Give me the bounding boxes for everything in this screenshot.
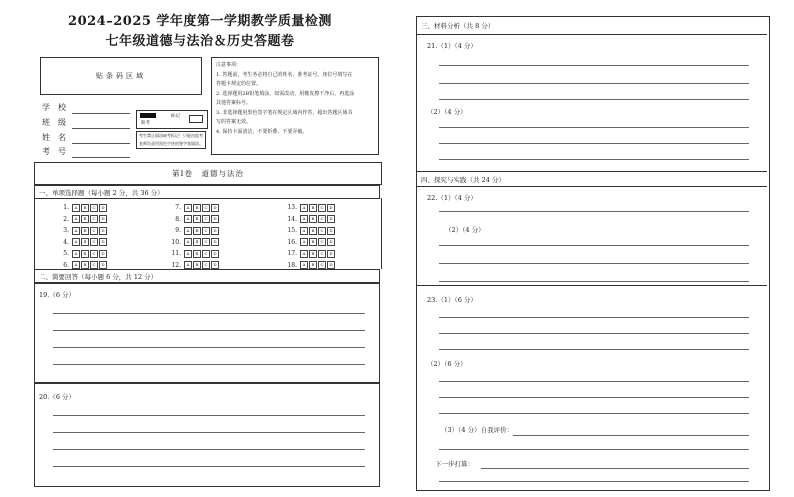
notes-title: 注意事项：: [216, 62, 242, 68]
q22-2-label: （2）（4 分）: [445, 226, 485, 234]
notes-item: 其他答案标号。: [216, 100, 252, 106]
class-field[interactable]: [72, 127, 130, 129]
absent-box: [136, 110, 208, 129]
material-section-title: 三、材料分析（共 8 分）: [417, 17, 767, 35]
option-d[interactable]: D: [99, 215, 107, 223]
option-a[interactable]: A: [72, 204, 80, 212]
mc-number: 12.: [171, 261, 181, 269]
option-b[interactable]: B: [193, 238, 201, 246]
option-a[interactable]: A: [300, 215, 308, 223]
option-b[interactable]: B: [309, 238, 317, 246]
answer-line: [439, 381, 749, 382]
mc-question: [283, 237, 336, 249]
option-b[interactable]: B: [81, 204, 89, 212]
q23-2-label: （2）（6 分）: [427, 360, 467, 368]
option-d[interactable]: D: [99, 250, 107, 258]
answer-line: [439, 65, 749, 66]
option-d[interactable]: D: [327, 250, 335, 258]
mc-number: 7.: [175, 204, 181, 212]
q20-label: 20.（6 分）: [39, 393, 76, 401]
option-d[interactable]: D: [211, 204, 219, 212]
q21-1-label: 21.（1）（4 分）: [427, 42, 477, 50]
option-a[interactable]: A: [72, 227, 80, 235]
option-b[interactable]: B: [81, 261, 89, 269]
answer-line: [53, 466, 365, 467]
answer-line: [439, 159, 749, 160]
option-c[interactable]: C: [202, 204, 210, 212]
mc-question: [55, 248, 108, 260]
option-c[interactable]: C: [90, 227, 98, 235]
answer-line: [513, 435, 749, 436]
mc-question: [167, 248, 220, 260]
option-c[interactable]: C: [202, 261, 210, 269]
option-a[interactable]: A: [300, 204, 308, 212]
answer-line: [53, 364, 365, 365]
answer-line: [53, 330, 365, 331]
mc-area: [34, 198, 382, 269]
absent-note: 考生禁止填涂缺考标记！只能由监考老师负责用黑色字迹的签字笔填涂。: [136, 131, 206, 149]
option-d[interactable]: D: [211, 215, 219, 223]
option-b[interactable]: B: [193, 261, 201, 269]
mc-number: 6.: [63, 261, 69, 269]
class-label: 班 级: [42, 118, 66, 127]
mc-question: [283, 248, 336, 260]
mc-question: [283, 214, 336, 226]
mc-number: 5.: [63, 250, 69, 258]
notes-box: [211, 57, 379, 155]
mc-column-2: [167, 202, 220, 271]
option-c[interactable]: C: [318, 204, 326, 212]
option-a[interactable]: A: [184, 250, 192, 258]
option-c[interactable]: C: [90, 215, 98, 223]
mc-number: 16.: [287, 238, 297, 246]
divider: [417, 285, 767, 286]
option-a[interactable]: A: [184, 204, 192, 212]
option-a[interactable]: A: [72, 261, 80, 269]
option-d[interactable]: D: [211, 227, 219, 235]
option-d[interactable]: D: [327, 215, 335, 223]
short-answer-section-title: 二、简要回答（每小题 6 分，共 12 分）: [34, 269, 380, 283]
mc-question: [55, 237, 108, 249]
part1-title: 第Ⅰ卷 道德与法治: [34, 162, 382, 185]
mc-number: 13.: [287, 204, 297, 212]
option-d[interactable]: D: [99, 227, 107, 235]
answer-line: [439, 349, 749, 350]
q20-answer-area[interactable]: [34, 383, 380, 487]
option-a[interactable]: A: [184, 261, 192, 269]
answer-line: [439, 127, 749, 128]
absent-checkbox[interactable]: [189, 115, 203, 123]
mc-column-1: [55, 202, 108, 271]
option-a[interactable]: A: [72, 238, 80, 246]
option-b[interactable]: B: [193, 250, 201, 258]
mc-question: [167, 237, 220, 249]
option-c[interactable]: C: [90, 261, 98, 269]
notes-item: 写的答案无效。: [216, 119, 252, 125]
option-a[interactable]: A: [72, 250, 80, 258]
answer-line: [439, 83, 749, 84]
mc-question: [283, 225, 336, 237]
exam-no-label: 考 号: [42, 147, 66, 156]
name-field[interactable]: [72, 142, 130, 144]
mc-number: 18.: [287, 261, 297, 269]
q22-1-label: 22.（1）（4 分）: [427, 194, 477, 202]
answer-line: [439, 449, 749, 450]
mc-question: [167, 225, 220, 237]
answer-line: [439, 99, 749, 100]
option-d[interactable]: D: [99, 238, 107, 246]
notes-item: 2. 选择题用2B铅笔填涂，如需改动，用橡皮擦干净后，再选涂: [216, 90, 355, 97]
absent-label-a: 缺考: [141, 121, 150, 126]
mc-question: [283, 202, 336, 214]
option-b[interactable]: B: [193, 227, 201, 235]
option-b[interactable]: B: [81, 215, 89, 223]
mc-number: 15.: [287, 227, 297, 235]
option-d[interactable]: D: [211, 238, 219, 246]
option-b[interactable]: B: [309, 215, 317, 223]
option-c[interactable]: C: [318, 238, 326, 246]
exam-no-field[interactable]: [72, 156, 130, 158]
option-c[interactable]: C: [318, 250, 326, 258]
answer-line: [439, 481, 749, 482]
notes-item: 1. 答题前，考生务必将自己的姓名、准考证号、座位号填写在: [216, 71, 353, 78]
option-c[interactable]: C: [318, 261, 326, 269]
option-b[interactable]: B: [193, 204, 201, 212]
mc-number: 1.: [63, 204, 69, 212]
q19-answer-area[interactable]: [34, 283, 380, 383]
mc-column-3: [283, 202, 336, 271]
option-a[interactable]: A: [300, 261, 308, 269]
answer-line: [53, 432, 365, 433]
option-b[interactable]: B: [81, 250, 89, 258]
option-a[interactable]: A: [300, 238, 308, 246]
right-answer-sheet: [416, 16, 770, 491]
option-c[interactable]: C: [202, 238, 210, 246]
mc-number: 9.: [175, 227, 181, 235]
exam-title: 2024–2025 学年度第一学期教学质量检测: [68, 14, 332, 29]
notes-item: 3. 非选择题用黑色签字笔在规定区域内作答，超出答题区域书: [216, 109, 353, 116]
option-d[interactable]: D: [211, 250, 219, 258]
option-d[interactable]: D: [211, 261, 219, 269]
answer-line: [439, 211, 749, 212]
next-plan-label: 下一步打算：: [435, 460, 474, 468]
option-d[interactable]: D: [99, 261, 107, 269]
mc-number: 3.: [63, 227, 69, 235]
answer-line: [439, 263, 749, 264]
answer-line: [53, 449, 365, 450]
option-c[interactable]: C: [318, 227, 326, 235]
mc-question: [167, 214, 220, 226]
option-c[interactable]: C: [90, 204, 98, 212]
option-a[interactable]: A: [300, 250, 308, 258]
q21-2-label: （2）（4 分）: [427, 108, 467, 116]
notes-item: 答题卡规定的位置。: [216, 81, 262, 87]
inquiry-section-title: 四、探究与实践（共 24 分）: [417, 171, 767, 187]
answer-sheet-title: 七年级道德与法治＆历史答题卷: [105, 34, 295, 49]
mc-question: [55, 202, 108, 214]
option-a[interactable]: A: [300, 227, 308, 235]
option-d[interactable]: D: [327, 227, 335, 235]
option-b[interactable]: B: [309, 204, 317, 212]
name-label: 姓 名: [42, 133, 66, 142]
option-d[interactable]: D: [99, 204, 107, 212]
option-d[interactable]: D: [327, 261, 335, 269]
option-c[interactable]: C: [202, 250, 210, 258]
option-d[interactable]: D: [327, 238, 335, 246]
answer-line: [439, 413, 749, 414]
mc-number: 14.: [287, 215, 297, 223]
mc-number: 8.: [175, 215, 181, 223]
answer-line: [53, 313, 365, 314]
option-c[interactable]: C: [90, 250, 98, 258]
q23-1-label: 23.（1）（6 分）: [427, 296, 477, 304]
answer-line: [53, 347, 365, 348]
option-c[interactable]: C: [202, 227, 210, 235]
mc-question: [55, 214, 108, 226]
option-a[interactable]: A: [72, 215, 80, 223]
school-field[interactable]: [72, 112, 130, 114]
answer-line: [439, 143, 749, 144]
mc-number: 11.: [171, 250, 181, 258]
absent-sample-mark: [140, 113, 156, 118]
option-b[interactable]: B: [309, 250, 317, 258]
option-a[interactable]: A: [184, 238, 192, 246]
option-b[interactable]: B: [193, 215, 201, 223]
mc-number: 2.: [63, 215, 69, 223]
answer-line: [439, 317, 749, 318]
answer-line: [53, 415, 365, 416]
answer-line: [439, 281, 749, 282]
mc-number: 10.: [171, 238, 181, 246]
option-a[interactable]: A: [184, 227, 192, 235]
mc-number: 4.: [63, 238, 69, 246]
barcode-area: 贴条码区域: [40, 57, 202, 95]
option-c[interactable]: C: [202, 215, 210, 223]
school-label: 学 校: [42, 103, 66, 112]
answer-line: [439, 397, 749, 398]
mc-section-title: 一、单项选择题（每小题 2 分，共 36 分）: [34, 185, 380, 199]
answer-line: [439, 245, 749, 246]
mc-question: [55, 225, 108, 237]
answer-line: [439, 333, 749, 334]
option-a[interactable]: A: [184, 215, 192, 223]
absent-label-b: 标记: [171, 114, 180, 119]
notes-item: 4. 保持卡面清洁，不要折叠、不要弄破。: [216, 128, 308, 135]
option-d[interactable]: D: [327, 204, 335, 212]
option-c[interactable]: C: [318, 215, 326, 223]
option-b[interactable]: B: [81, 227, 89, 235]
q19-label: 19.（6 分）: [39, 291, 76, 299]
option-b[interactable]: B: [309, 261, 317, 269]
option-c[interactable]: C: [90, 238, 98, 246]
mc-question: [167, 202, 220, 214]
option-b[interactable]: B: [309, 227, 317, 235]
mc-number: 17.: [287, 250, 297, 258]
option-b[interactable]: B: [81, 238, 89, 246]
answer-line: [481, 468, 749, 469]
q23-3-label: （3）（4 分）自我评价：: [441, 426, 514, 434]
